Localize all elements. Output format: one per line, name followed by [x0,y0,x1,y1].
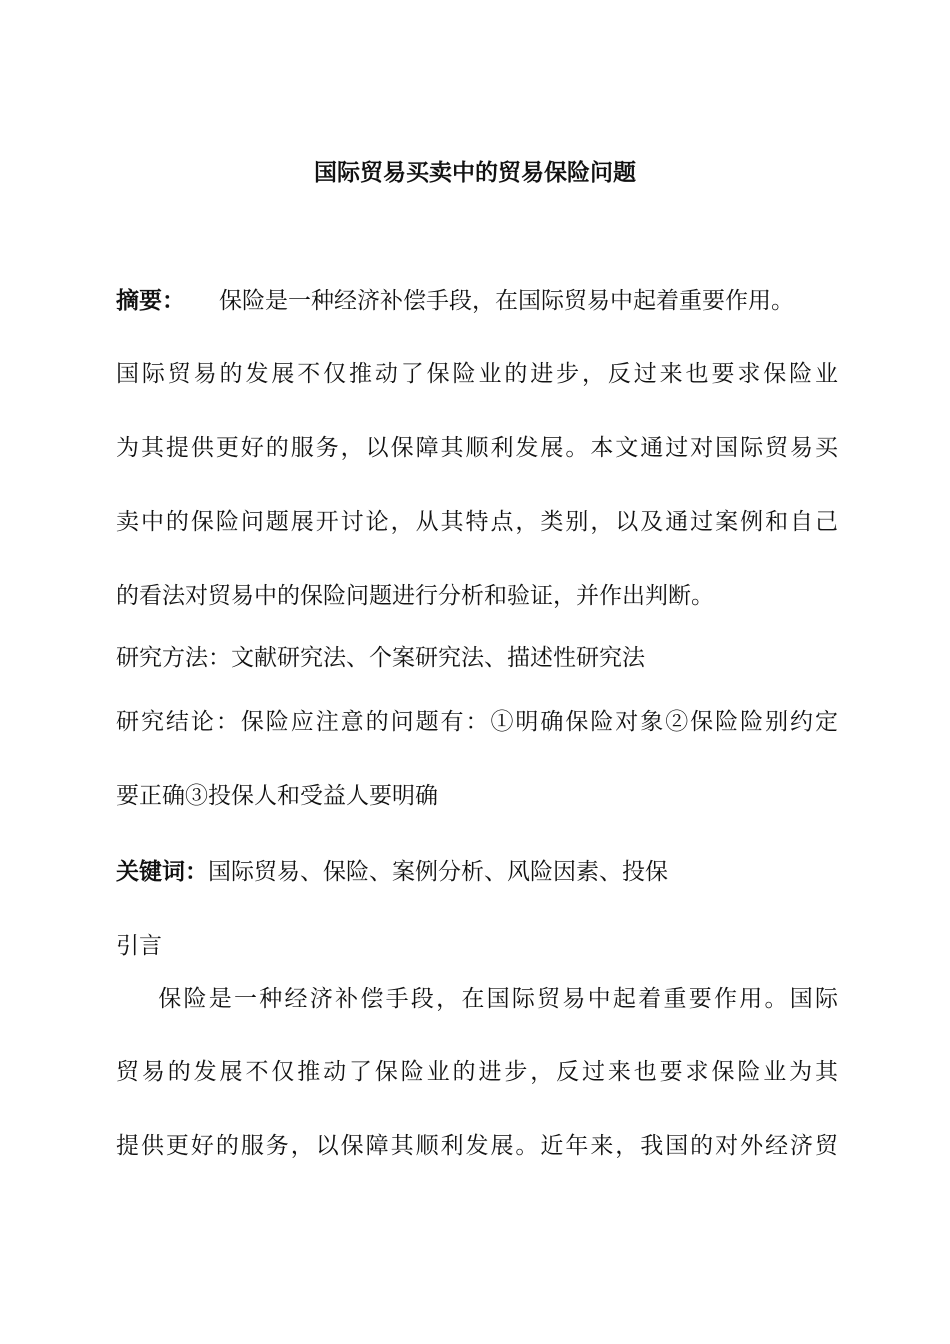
abstract-line-4: 卖中的保险问题展开讨论，从其特点，类别，以及通过案例和自己 [116,509,838,535]
methods-label: 研究方法： [116,645,231,671]
intro-line-3: 提供更好的服务，以保障其顺利发展。近年来，我国的对外经济贸 [116,1133,838,1159]
keywords [116,856,838,888]
keywords-text: 国际贸易、保险、案例分析、风险因素、投保 [208,859,668,885]
intro-line-1 [116,983,838,1015]
conclusion-text-1: 保险应注意的问题有：①明确保险对象②保险险别约定 [240,709,839,735]
research-conclusion-line-2: 要正确③投保人和受益人要明确 [116,783,438,809]
abstract-line-1 [116,285,838,317]
keywords-label: 关键词： [116,859,208,885]
methods-text: 文献研究法、个案研究法、描述性研究法 [231,645,645,671]
abstract-text-1: 保险是一种经济补偿手段，在国际贸易中起着重要作用。 [219,288,794,314]
abstract-line-5: 的看法对贸易中的保险问题进行分析和验证，并作出判断。 [116,583,714,609]
abstract-line-2: 国际贸易的发展不仅推动了保险业的进步，反过来也要求保险业 [116,361,838,387]
research-conclusion-line-1 [116,706,838,738]
intro-heading: 引言 [116,933,162,959]
document-title: 国际贸易买卖中的贸易保险问题 [314,160,636,186]
intro-line-2: 贸易的发展不仅推动了保险业的进步，反过来也要求保险业为其 [116,1059,838,1085]
abstract-label: 摘要： [116,288,185,314]
conclusion-label: 研究结论： [116,709,241,735]
abstract-line-3: 为其提供更好的服务，以保障其顺利发展。本文通过对国际贸易买 [116,435,838,461]
research-methods [116,642,838,674]
intro-text-1: 保险是一种经济补偿手段，在国际贸易中起着重要作用。国际 [156,986,838,1012]
